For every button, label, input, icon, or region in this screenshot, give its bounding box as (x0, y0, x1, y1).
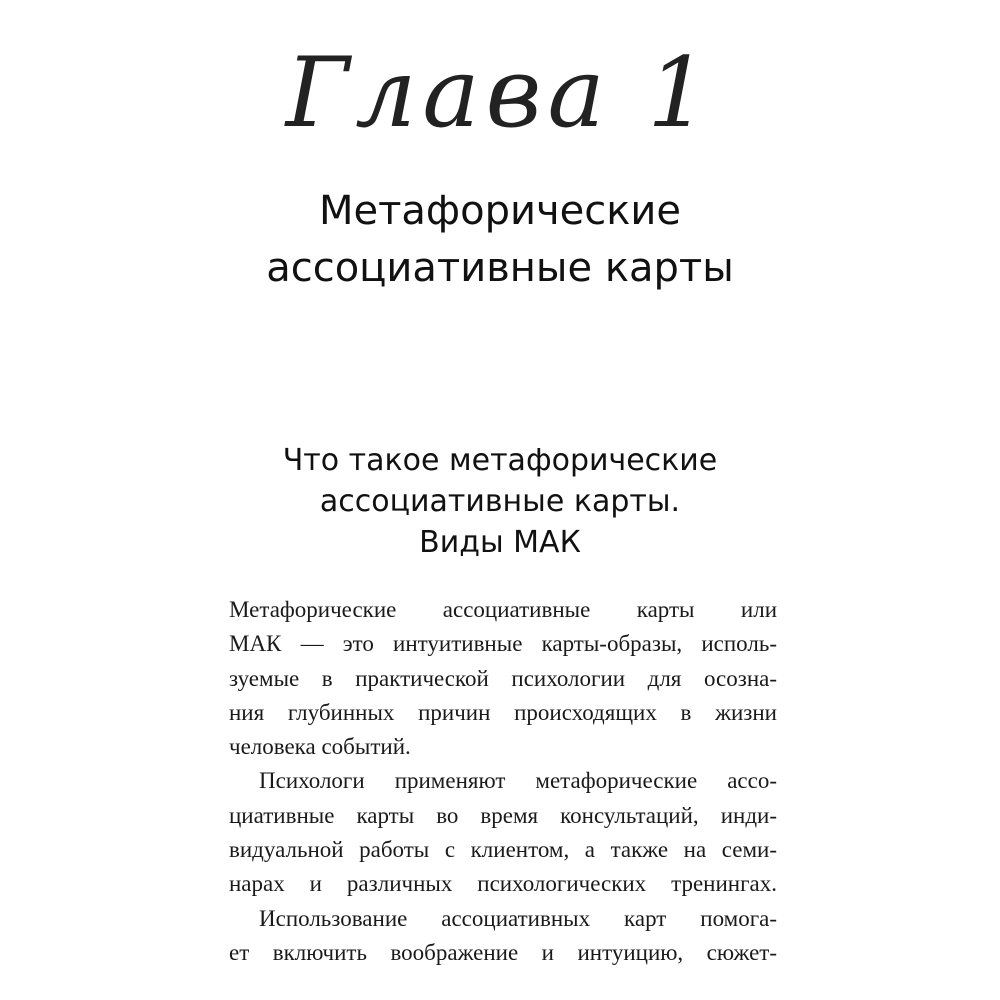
text-line: нарах и различных психологических тренингах. (229, 871, 777, 897)
section-title (0, 440, 1000, 563)
chapter-title-line: Метафорические (319, 188, 681, 234)
body-text (229, 593, 777, 970)
section-title-line: Что такое метафорические (282, 443, 718, 478)
text-line: ния глубинных причин происходящих в жизни (229, 699, 777, 725)
chapter-label: Глава 1 (285, 37, 715, 149)
text-line: Психологи применяют метафорические ассо- (259, 768, 777, 794)
text-line: Метафорические ассоциативные карты или (229, 597, 777, 622)
chapter-title-line: ассоциативные карты (266, 245, 734, 291)
text-line: видуальной работы с клиентом, а также на семи- (229, 837, 777, 863)
paragraph (229, 902, 777, 971)
section-title-line: Виды МАК (419, 525, 581, 560)
paragraph (229, 764, 777, 901)
text-line: Использование ассоциативных карт помога- (259, 905, 777, 931)
text-line: МАК — это интуитивные карты-образы, исполь- (229, 631, 777, 657)
text-line: циативные карты во время консультаций, инди- (229, 802, 777, 828)
text-line: ет включить воображение и интуицию, сюжет- (229, 939, 777, 965)
text-line: человека событий. (229, 734, 411, 760)
paragraph (229, 593, 777, 764)
section-title-line: ассоциативные карты. (319, 484, 681, 519)
text-line: зуемые в практической психологии для осозна- (229, 665, 777, 691)
chapter-title (0, 183, 1000, 297)
